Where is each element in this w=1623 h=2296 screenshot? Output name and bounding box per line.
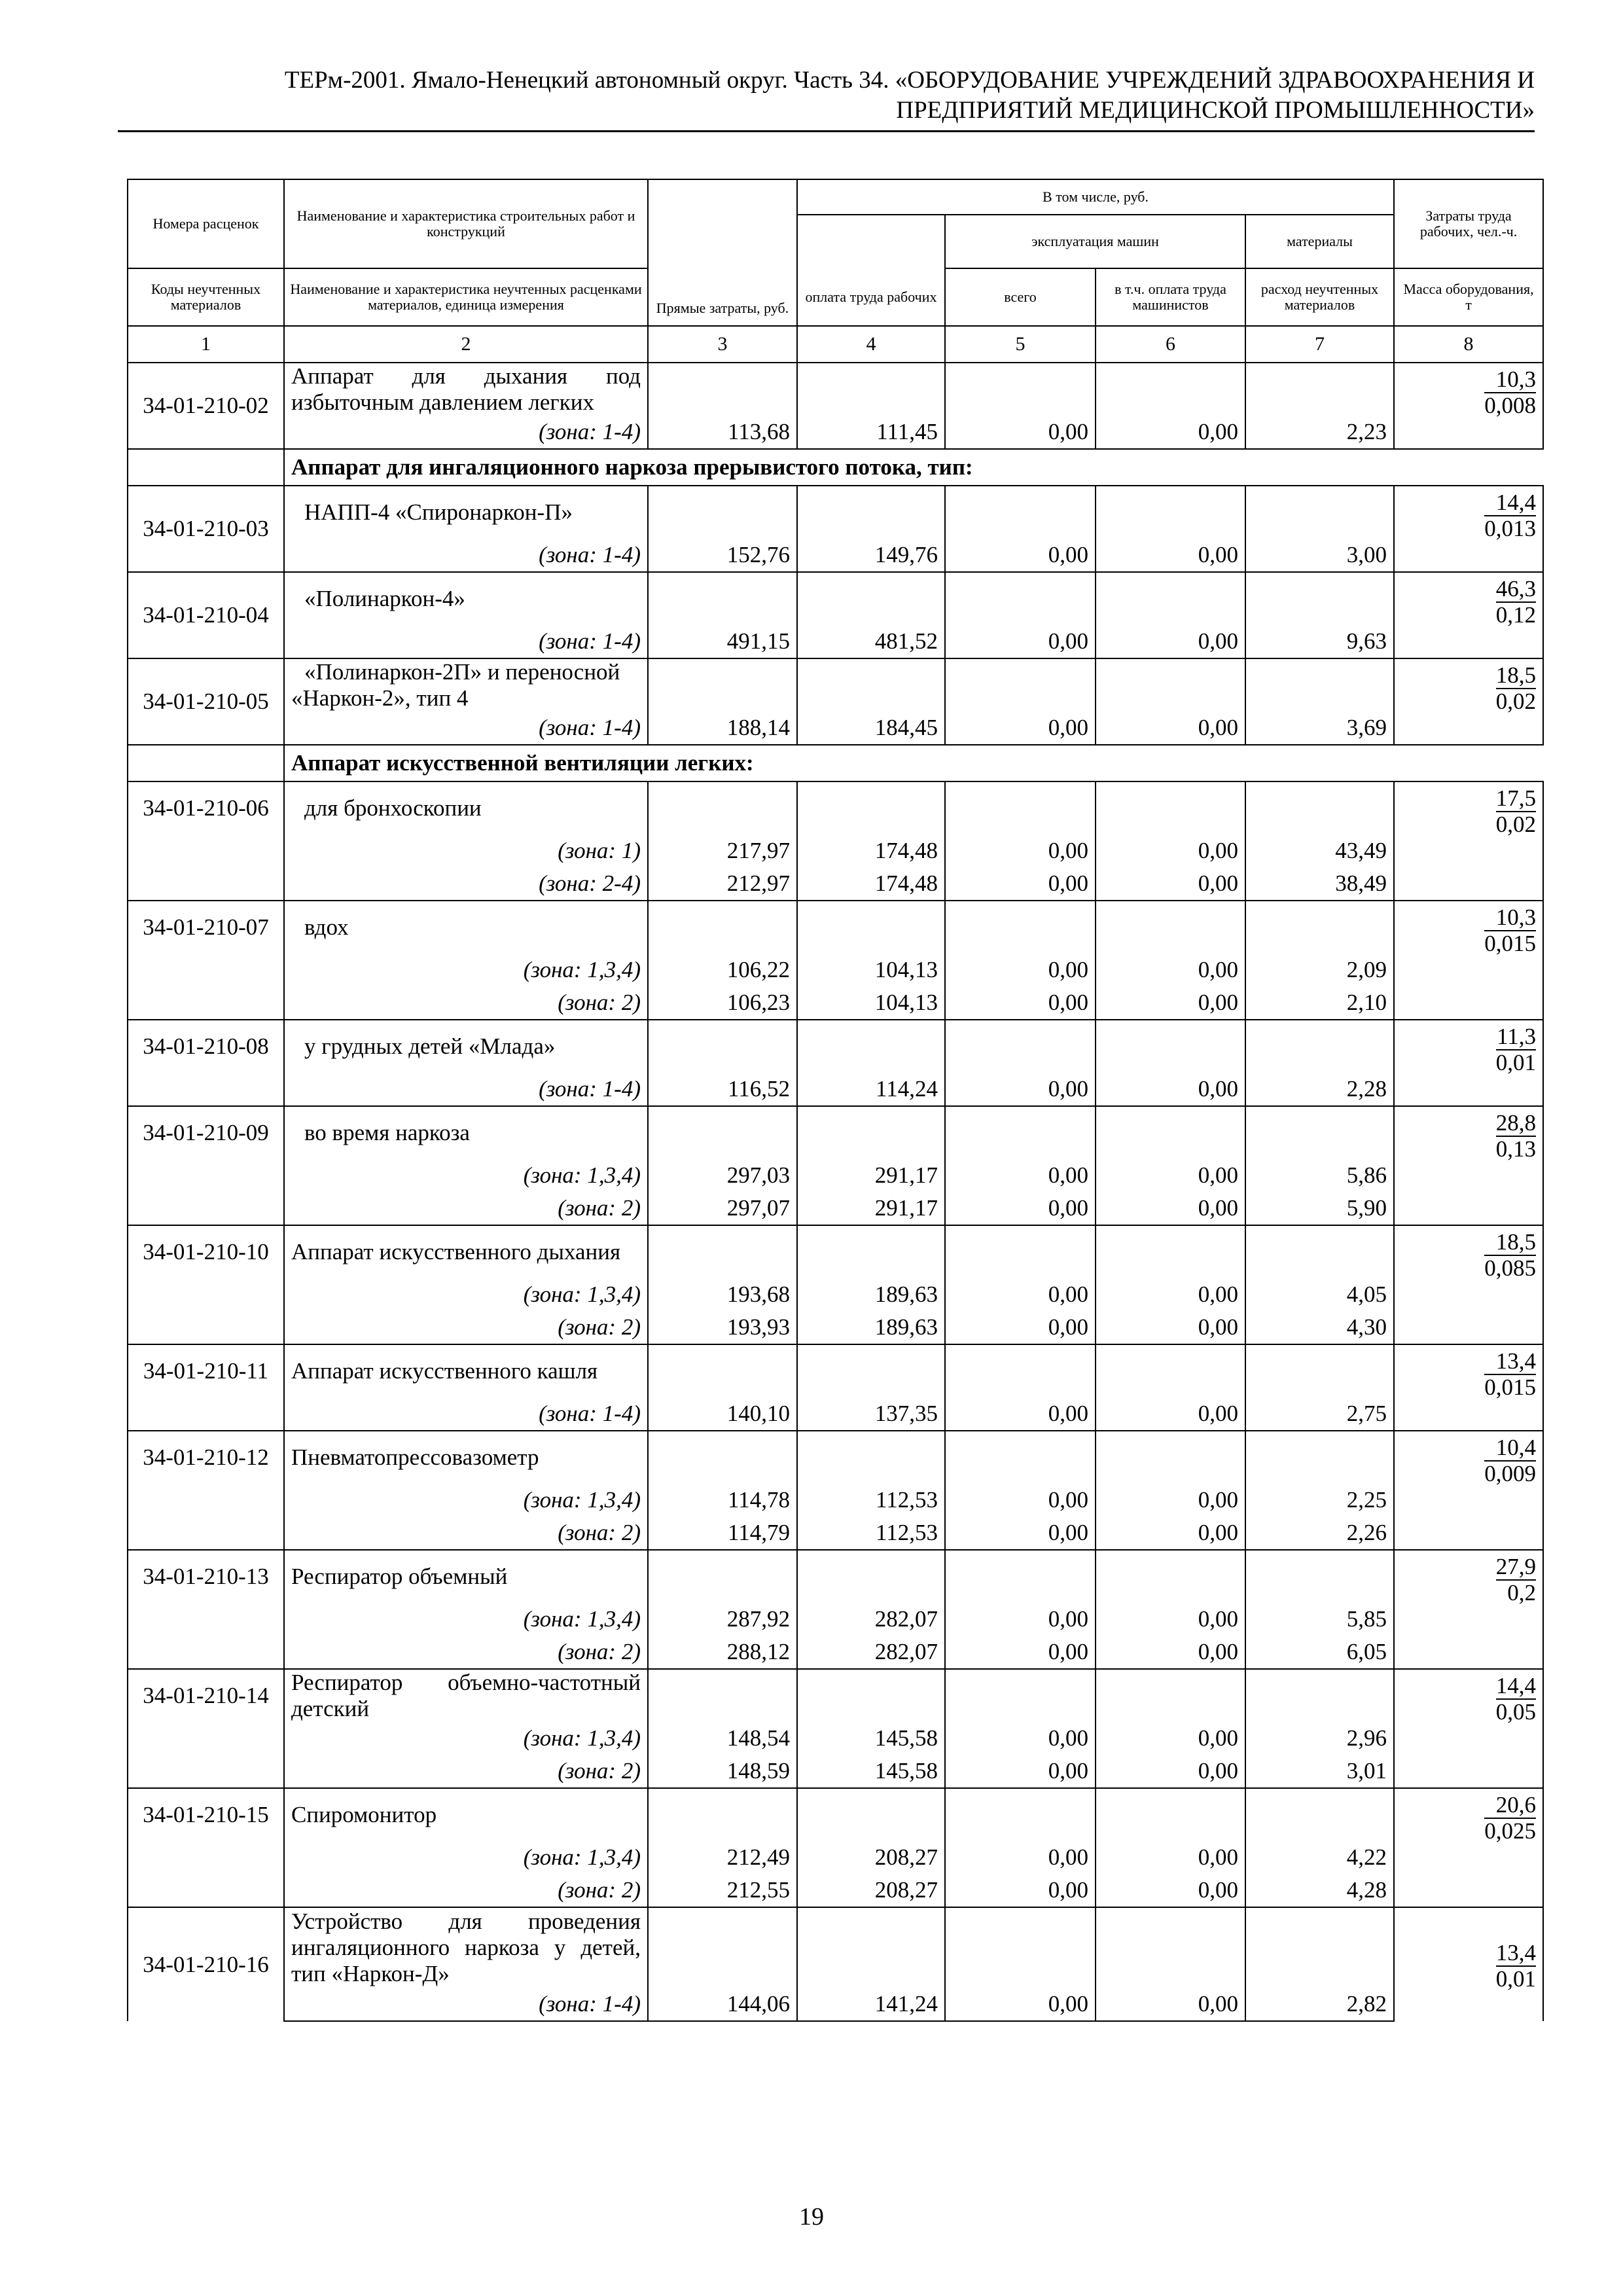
operator-pay: 0,00 bbox=[1096, 1516, 1245, 1550]
item-name: для бронхоскопии bbox=[284, 781, 648, 834]
worker-pay: 189,63 bbox=[797, 1278, 945, 1311]
operator-pay: 0,00 bbox=[1096, 1722, 1245, 1755]
operator-pay: 0,00 bbox=[1096, 1278, 1245, 1311]
header-worker-pay: оплата труда рабочих bbox=[797, 268, 945, 326]
labor-mass-fraction bbox=[1394, 1669, 1543, 1788]
direct-cost: 193,93 bbox=[648, 1311, 797, 1344]
zone-label: (зона: 1,3,4) bbox=[284, 1159, 648, 1192]
operator-pay: 0,00 bbox=[1096, 986, 1245, 1020]
operator-pay: 0,00 bbox=[1096, 1073, 1245, 1106]
labor-value: 10,3 bbox=[1484, 905, 1536, 931]
operator-pay: 0,00 bbox=[1096, 1603, 1245, 1636]
item-name: Респиратор объемно-частотный детский bbox=[284, 1669, 648, 1722]
zone-label: (зона: 1,3,4) bbox=[284, 1278, 648, 1311]
operator-pay: 0,00 bbox=[1096, 1484, 1245, 1516]
mass-value: 0,013 bbox=[1484, 516, 1537, 541]
operator-pay: 0,00 bbox=[1096, 834, 1245, 867]
header-total: всего bbox=[945, 268, 1096, 326]
operator-pay: 0,00 bbox=[1096, 1159, 1245, 1192]
labor-mass-fraction bbox=[1394, 1550, 1543, 1669]
labor-mass-fraction bbox=[1394, 781, 1543, 901]
worker-pay: 137,35 bbox=[797, 1397, 945, 1431]
zone-label: (зона: 2-4) bbox=[284, 867, 648, 901]
worker-pay: 481,52 bbox=[797, 625, 945, 658]
materials-cost: 3,01 bbox=[1245, 1755, 1394, 1788]
table-row bbox=[128, 1106, 1543, 1159]
labor-mass-fraction bbox=[1394, 486, 1543, 572]
labor-mass-fraction bbox=[1394, 1106, 1543, 1225]
machine-total: 0,00 bbox=[945, 539, 1096, 572]
worker-pay: 282,07 bbox=[797, 1603, 945, 1636]
direct-cost: 144,06 bbox=[648, 1988, 797, 2021]
column-number: 4 bbox=[797, 326, 945, 363]
mass-value: 0,025 bbox=[1484, 1818, 1537, 1844]
table-row bbox=[128, 1550, 1543, 1603]
table-row bbox=[128, 572, 1543, 625]
direct-cost: 113,68 bbox=[648, 416, 797, 449]
worker-pay: 291,17 bbox=[797, 1192, 945, 1225]
header-labor-cost: Затраты труда рабочих, чел.-ч. bbox=[1394, 179, 1543, 268]
table-row bbox=[128, 1907, 1543, 1988]
labor-mass-fraction bbox=[1394, 1788, 1543, 1907]
group-header-row bbox=[128, 449, 1543, 486]
zone-label: (зона: 2) bbox=[284, 1874, 648, 1907]
mass-value: 0,01 bbox=[1495, 1050, 1537, 1075]
operator-pay: 0,00 bbox=[1096, 1192, 1245, 1225]
labor-value: 28,8 bbox=[1495, 1110, 1537, 1136]
mass-value: 0,12 bbox=[1495, 602, 1537, 628]
running-header bbox=[118, 65, 1535, 126]
rate-code: 34-01-210-02 bbox=[128, 363, 284, 449]
direct-cost: 152,76 bbox=[648, 539, 797, 572]
zone-label: (зона: 1,3,4) bbox=[284, 954, 648, 986]
zone-row bbox=[128, 1603, 1543, 1636]
machine-total: 0,00 bbox=[945, 1484, 1096, 1516]
zone-label: (зона: 1-4) bbox=[284, 1988, 648, 2021]
labor-mass-fraction bbox=[1394, 1344, 1543, 1431]
direct-cost: 114,79 bbox=[648, 1516, 797, 1550]
header-line-1: ТЕРм-2001. Ямало-Ненецкий автономный округ. Часть 34. «ОБОРУДОВАНИЕ УЧРЕЖДЕНИЙ ЗДРАВООХРАНЕНИЯ И bbox=[284, 67, 1535, 94]
zone-row bbox=[128, 1484, 1543, 1516]
materials-cost: 2,75 bbox=[1245, 1397, 1394, 1431]
labor-value: 14,4 bbox=[1495, 1673, 1537, 1698]
worker-pay: 208,27 bbox=[797, 1841, 945, 1874]
machine-total: 0,00 bbox=[945, 1841, 1096, 1874]
direct-cost: 140,10 bbox=[648, 1397, 797, 1431]
zone-row bbox=[128, 1192, 1543, 1225]
direct-cost: 106,22 bbox=[648, 954, 797, 986]
rate-code: 34-01-210-08 bbox=[128, 1020, 284, 1106]
machine-total: 0,00 bbox=[945, 954, 1096, 986]
table-row bbox=[128, 1431, 1543, 1484]
labor-value: 17,5 bbox=[1495, 785, 1537, 811]
table-row bbox=[128, 1225, 1543, 1278]
machine-total: 0,00 bbox=[945, 1192, 1096, 1225]
labor-mass-fraction bbox=[1394, 1225, 1543, 1344]
rate-code: 34-01-210-14 bbox=[128, 1669, 284, 1788]
header-direct-costs: Прямые затраты, руб. bbox=[648, 179, 797, 326]
labor-value: 18,5 bbox=[1484, 1230, 1536, 1256]
zone-row bbox=[128, 1755, 1543, 1788]
zone-label: (зона: 1-4) bbox=[284, 539, 648, 572]
materials-cost: 43,49 bbox=[1245, 834, 1394, 867]
mass-value: 0,009 bbox=[1484, 1461, 1537, 1486]
zone-label: (зона: 1-4) bbox=[284, 416, 648, 449]
labor-value: 14,4 bbox=[1484, 490, 1536, 516]
operator-pay: 0,00 bbox=[1096, 1311, 1245, 1344]
zone-row bbox=[128, 1073, 1543, 1106]
materials-cost: 4,22 bbox=[1245, 1841, 1394, 1874]
zone-label: (зона: 1,3,4) bbox=[284, 1722, 648, 1755]
zone-row bbox=[128, 834, 1543, 867]
machine-total: 0,00 bbox=[945, 1988, 1096, 2021]
direct-cost: 106,23 bbox=[648, 986, 797, 1020]
operator-pay: 0,00 bbox=[1096, 416, 1245, 449]
labor-mass-fraction bbox=[1394, 363, 1543, 449]
zone-label: (зона: 1) bbox=[284, 834, 648, 867]
header-unaccounted-materials: расход неучтенных материалов bbox=[1245, 268, 1394, 326]
materials-cost: 2,25 bbox=[1245, 1484, 1394, 1516]
labor-value: 13,4 bbox=[1484, 1349, 1536, 1375]
group-header-row bbox=[128, 745, 1543, 781]
operator-pay: 0,00 bbox=[1096, 711, 1245, 745]
machine-total: 0,00 bbox=[945, 1278, 1096, 1311]
materials-cost: 5,90 bbox=[1245, 1192, 1394, 1225]
direct-cost: 212,97 bbox=[648, 867, 797, 901]
header-blank bbox=[797, 215, 945, 268]
machine-total: 0,00 bbox=[945, 986, 1096, 1020]
direct-cost: 288,12 bbox=[648, 1636, 797, 1669]
direct-cost: 148,59 bbox=[648, 1755, 797, 1788]
operator-pay: 0,00 bbox=[1096, 1755, 1245, 1788]
worker-pay: 104,13 bbox=[797, 986, 945, 1020]
machine-total: 0,00 bbox=[945, 867, 1096, 901]
item-name: во время наркоза bbox=[284, 1106, 648, 1159]
labor-value: 18,5 bbox=[1495, 662, 1537, 688]
worker-pay: 112,53 bbox=[797, 1516, 945, 1550]
mass-value: 0,008 bbox=[1484, 393, 1537, 418]
labor-mass-fraction bbox=[1394, 1431, 1543, 1550]
materials-cost: 2,09 bbox=[1245, 954, 1394, 986]
machine-total: 0,00 bbox=[945, 834, 1096, 867]
item-name: Аппарат искусственного кашля bbox=[284, 1344, 648, 1397]
mass-value: 0,01 bbox=[1495, 1966, 1537, 1992]
direct-cost: 114,78 bbox=[648, 1484, 797, 1516]
rate-code: 34-01-210-16 bbox=[128, 1907, 284, 2021]
machine-total: 0,00 bbox=[945, 1159, 1096, 1192]
zone-row bbox=[128, 1841, 1543, 1874]
mass-value: 0,2 bbox=[1507, 1580, 1537, 1605]
worker-pay: 282,07 bbox=[797, 1636, 945, 1669]
zone-label: (зона: 2) bbox=[284, 986, 648, 1020]
zone-label: (зона: 2) bbox=[284, 1311, 648, 1344]
machine-total: 0,00 bbox=[945, 1397, 1096, 1431]
table-row bbox=[128, 1669, 1543, 1722]
column-number: 6 bbox=[1096, 326, 1245, 363]
table-row bbox=[128, 1788, 1543, 1841]
table-row bbox=[128, 658, 1543, 711]
zone-row bbox=[128, 711, 1543, 745]
direct-cost: 212,49 bbox=[648, 1841, 797, 1874]
page-number: 19 bbox=[799, 2203, 824, 2231]
item-name: Аппарат искусственного дыхания bbox=[284, 1225, 648, 1278]
direct-cost: 212,55 bbox=[648, 1874, 797, 1907]
zone-row bbox=[128, 1278, 1543, 1311]
direct-cost: 116,52 bbox=[648, 1073, 797, 1106]
labor-mass-fraction bbox=[1394, 658, 1543, 745]
operator-pay: 0,00 bbox=[1096, 1397, 1245, 1431]
mass-value: 0,02 bbox=[1495, 689, 1537, 714]
zone-label: (зона: 1,3,4) bbox=[284, 1484, 648, 1516]
materials-cost: 2,96 bbox=[1245, 1722, 1394, 1755]
table-row bbox=[128, 363, 1543, 416]
worker-pay: 174,48 bbox=[797, 834, 945, 867]
direct-cost: 297,07 bbox=[648, 1192, 797, 1225]
machine-total: 0,00 bbox=[945, 1755, 1096, 1788]
item-name: Спиромонитор bbox=[284, 1788, 648, 1841]
header-line-2: ПРЕДПРИЯТИЙ МЕДИЦИНСКОЙ ПРОМЫШЛЕННОСТИ» bbox=[896, 97, 1535, 124]
mass-value: 0,13 bbox=[1495, 1136, 1537, 1162]
column-number: 5 bbox=[945, 326, 1096, 363]
rate-code: 34-01-210-03 bbox=[128, 486, 284, 572]
item-name: Устройство для проведения ингаляционного наркоза у детей, тип «Наркон-Д» bbox=[284, 1907, 648, 1988]
zone-row bbox=[128, 1874, 1543, 1907]
labor-value: 10,4 bbox=[1484, 1435, 1536, 1462]
direct-cost: 217,97 bbox=[648, 834, 797, 867]
rate-code: 34-01-210-10 bbox=[128, 1225, 284, 1344]
zone-label: (зона: 1,3,4) bbox=[284, 1603, 648, 1636]
operator-pay: 0,00 bbox=[1096, 867, 1245, 901]
worker-pay: 149,76 bbox=[797, 539, 945, 572]
item-name: Пневматопрессовазометр bbox=[284, 1431, 648, 1484]
zone-row bbox=[128, 986, 1543, 1020]
labor-value: 10,3 bbox=[1484, 367, 1536, 393]
mass-value: 0,015 bbox=[1484, 1374, 1537, 1400]
column-number: 8 bbox=[1394, 326, 1543, 363]
materials-cost: 4,30 bbox=[1245, 1311, 1394, 1344]
zone-row bbox=[128, 625, 1543, 658]
header-rule bbox=[118, 130, 1535, 132]
header-equipment-mass: Масса оборудования, т bbox=[1394, 268, 1543, 326]
worker-pay: 174,48 bbox=[797, 867, 945, 901]
zone-row bbox=[128, 867, 1543, 901]
operator-pay: 0,00 bbox=[1096, 954, 1245, 986]
labor-value: 13,4 bbox=[1495, 1940, 1537, 1965]
materials-cost: 5,86 bbox=[1245, 1159, 1394, 1192]
header-operator-pay: в т.ч. оплата труда машинистов bbox=[1096, 268, 1245, 326]
worker-pay: 104,13 bbox=[797, 954, 945, 986]
materials-cost: 2,23 bbox=[1245, 416, 1394, 449]
worker-pay: 145,58 bbox=[797, 1722, 945, 1755]
item-name: НАПП-4 «Спиронаркон-П» bbox=[284, 486, 648, 539]
zone-label: (зона: 1-4) bbox=[284, 625, 648, 658]
worker-pay: 112,53 bbox=[797, 1484, 945, 1516]
header-machine-operation: эксплуатация машин bbox=[945, 215, 1245, 268]
machine-total: 0,00 bbox=[945, 1516, 1096, 1550]
rate-code: 34-01-210-06 bbox=[128, 781, 284, 901]
rate-code: 34-01-210-07 bbox=[128, 901, 284, 1020]
operator-pay: 0,00 bbox=[1096, 1841, 1245, 1874]
zone-row bbox=[128, 1311, 1543, 1344]
machine-total: 0,00 bbox=[945, 1874, 1096, 1907]
mass-value: 0,02 bbox=[1495, 812, 1537, 837]
direct-cost: 193,68 bbox=[648, 1278, 797, 1311]
zone-row bbox=[128, 1516, 1543, 1550]
item-name: у грудных детей «Млада» bbox=[284, 1020, 648, 1073]
column-number: 1 bbox=[128, 326, 284, 363]
rates-table bbox=[127, 179, 1544, 2022]
zone-label: (зона: 1-4) bbox=[284, 711, 648, 745]
materials-cost: 4,28 bbox=[1245, 1874, 1394, 1907]
machine-total: 0,00 bbox=[945, 416, 1096, 449]
labor-value: 46,3 bbox=[1495, 576, 1537, 601]
item-name: Респиратор объемный bbox=[284, 1550, 648, 1603]
header-material-codes: Коды неучтенных материалов bbox=[128, 268, 284, 326]
machine-total: 0,00 bbox=[945, 1073, 1096, 1106]
table-row bbox=[128, 486, 1543, 539]
worker-pay: 189,63 bbox=[797, 1311, 945, 1344]
operator-pay: 0,00 bbox=[1096, 1988, 1245, 2021]
direct-cost: 148,54 bbox=[648, 1722, 797, 1755]
materials-cost: 3,00 bbox=[1245, 539, 1394, 572]
machine-total: 0,00 bbox=[945, 1636, 1096, 1669]
materials-cost: 4,05 bbox=[1245, 1278, 1394, 1311]
materials-cost: 2,28 bbox=[1245, 1073, 1394, 1106]
zone-label: (зона: 2) bbox=[284, 1192, 648, 1225]
materials-cost: 9,63 bbox=[1245, 625, 1394, 658]
header-rate-numbers: Номера расценок bbox=[128, 179, 284, 268]
zone-row bbox=[128, 1159, 1543, 1192]
header-name-work: Наименование и характеристика строительных работ и конструкций bbox=[284, 179, 648, 268]
labor-mass-fraction bbox=[1394, 572, 1543, 658]
materials-cost: 6,05 bbox=[1245, 1636, 1394, 1669]
item-name: «Полинаркон-2П» и переносной «Наркон-2», тип 4 bbox=[284, 658, 648, 711]
worker-pay: 141,24 bbox=[797, 1988, 945, 2021]
rate-code: 34-01-210-04 bbox=[128, 572, 284, 658]
materials-cost: 2,26 bbox=[1245, 1516, 1394, 1550]
header-including: В том числе, руб. bbox=[797, 179, 1394, 215]
zone-row bbox=[128, 539, 1543, 572]
direct-cost: 297,03 bbox=[648, 1159, 797, 1192]
rate-code: 34-01-210-12 bbox=[128, 1431, 284, 1550]
operator-pay: 0,00 bbox=[1096, 539, 1245, 572]
operator-pay: 0,00 bbox=[1096, 625, 1245, 658]
mass-value: 0,015 bbox=[1484, 931, 1537, 956]
materials-cost: 38,49 bbox=[1245, 867, 1394, 901]
mass-value: 0,05 bbox=[1495, 1699, 1537, 1725]
table-header bbox=[128, 179, 1543, 363]
zone-row bbox=[128, 954, 1543, 986]
column-number: 7 bbox=[1245, 326, 1394, 363]
labor-mass-fraction bbox=[1394, 1020, 1543, 1106]
zone-row bbox=[128, 1988, 1543, 2021]
group-title: Аппарат для ингаляционного наркоза прерывистого потока, тип: bbox=[284, 449, 1543, 486]
operator-pay: 0,00 bbox=[1096, 1636, 1245, 1669]
rate-code: 34-01-210-05 bbox=[128, 658, 284, 745]
materials-cost: 5,85 bbox=[1245, 1603, 1394, 1636]
header-materials: материалы bbox=[1245, 215, 1394, 268]
direct-cost: 491,15 bbox=[648, 625, 797, 658]
header-name-materials: Наименование и характеристика неучтенных расценками материалов, единица измерения bbox=[284, 268, 648, 326]
labor-mass-fraction bbox=[1394, 901, 1543, 1020]
rate-code: 34-01-210-15 bbox=[128, 1788, 284, 1907]
labor-value: 20,6 bbox=[1484, 1793, 1536, 1819]
zone-row bbox=[128, 416, 1543, 449]
labor-mass-fraction bbox=[1394, 1907, 1543, 2021]
machine-total: 0,00 bbox=[945, 1311, 1096, 1344]
column-numbers-row bbox=[128, 326, 1543, 363]
zone-row bbox=[128, 1636, 1543, 1669]
worker-pay: 145,58 bbox=[797, 1755, 945, 1788]
mass-value: 0,085 bbox=[1484, 1255, 1537, 1281]
rate-code: 34-01-210-11 bbox=[128, 1344, 284, 1431]
zone-label: (зона: 2) bbox=[284, 1755, 648, 1788]
item-name: «Полинаркон-4» bbox=[284, 572, 648, 625]
materials-cost: 3,69 bbox=[1245, 711, 1394, 745]
machine-total: 0,00 bbox=[945, 1722, 1096, 1755]
rate-code: 34-01-210-09 bbox=[128, 1106, 284, 1225]
item-name: вдох bbox=[284, 901, 648, 954]
worker-pay: 184,45 bbox=[797, 711, 945, 745]
zone-label: (зона: 2) bbox=[284, 1636, 648, 1669]
table-body bbox=[128, 363, 1543, 2021]
column-number: 2 bbox=[284, 326, 648, 363]
zone-label: (зона: 1-4) bbox=[284, 1397, 648, 1431]
worker-pay: 208,27 bbox=[797, 1874, 945, 1907]
zone-label: (зона: 1,3,4) bbox=[284, 1841, 648, 1874]
worker-pay: 114,24 bbox=[797, 1073, 945, 1106]
zone-row bbox=[128, 1722, 1543, 1755]
direct-cost: 287,92 bbox=[648, 1603, 797, 1636]
rate-code: 34-01-210-13 bbox=[128, 1550, 284, 1669]
table-row bbox=[128, 781, 1543, 834]
group-title: Аппарат искусственной вентиляции легких: bbox=[284, 745, 1543, 781]
direct-cost: 188,14 bbox=[648, 711, 797, 745]
zone-label: (зона: 1-4) bbox=[284, 1073, 648, 1106]
zone-label: (зона: 2) bbox=[284, 1516, 648, 1550]
table-row bbox=[128, 1020, 1543, 1073]
labor-value: 27,9 bbox=[1495, 1554, 1537, 1579]
column-number: 3 bbox=[648, 326, 797, 363]
labor-value: 11,3 bbox=[1497, 1024, 1537, 1049]
table-row bbox=[128, 1344, 1543, 1397]
machine-total: 0,00 bbox=[945, 711, 1096, 745]
table-row bbox=[128, 901, 1543, 954]
worker-pay: 111,45 bbox=[797, 416, 945, 449]
operator-pay: 0,00 bbox=[1096, 1874, 1245, 1907]
machine-total: 0,00 bbox=[945, 1603, 1096, 1636]
zone-row bbox=[128, 1397, 1543, 1431]
materials-cost: 2,82 bbox=[1245, 1988, 1394, 2021]
machine-total: 0,00 bbox=[945, 625, 1096, 658]
materials-cost: 2,10 bbox=[1245, 986, 1394, 1020]
worker-pay: 291,17 bbox=[797, 1159, 945, 1192]
item-name: Аппарат для дыхания под избыточным давлением легких bbox=[284, 363, 648, 416]
